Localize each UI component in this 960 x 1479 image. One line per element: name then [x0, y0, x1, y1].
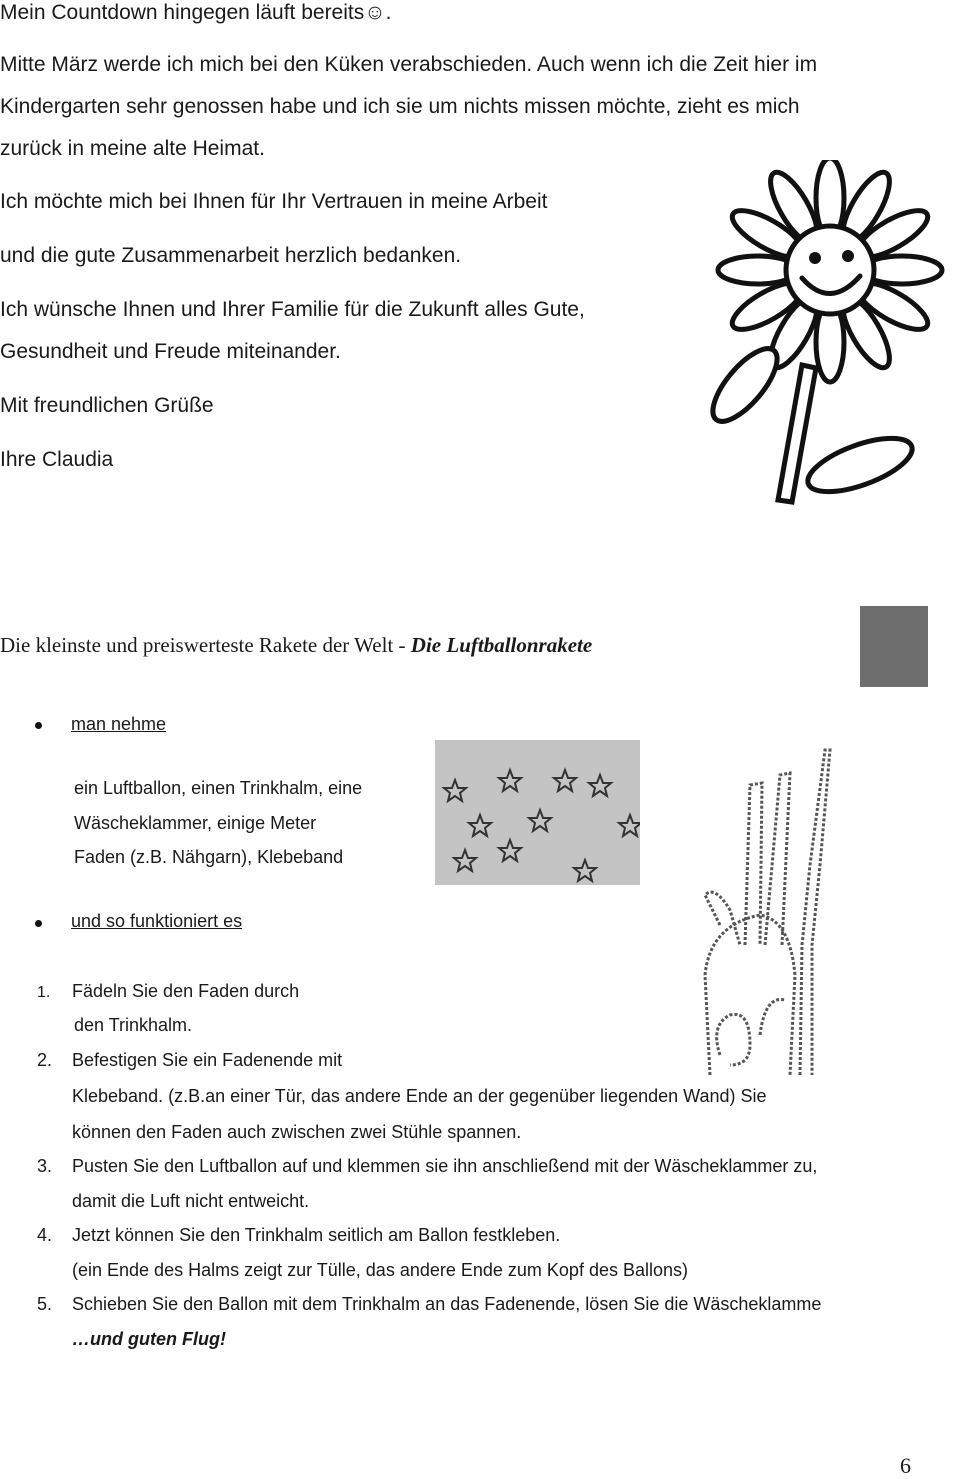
step-number: 5.	[37, 1294, 53, 1314]
bullet-man-nehme: man nehme	[71, 714, 167, 734]
final-line: …und guten Flug!	[72, 1329, 226, 1349]
step-text: Befestigen Sie ein Fadenende mit	[72, 1050, 343, 1070]
gray-box	[860, 606, 928, 687]
letter-para1-line2: Kindergarten sehr genossen habe und ich sie um nichts missen möchte, zieht es mich	[0, 95, 800, 118]
letter-signature: Ihre Claudia	[0, 448, 114, 471]
letter-wish-line2: Gesundheit und Freude miteinander.	[0, 340, 341, 363]
hands-drawing	[690, 745, 840, 1080]
step-text: (ein Ende des Halms zeigt zur Tülle, das andere Ende zum Kopf des Ballons)	[72, 1260, 688, 1280]
bullet-dot	[35, 920, 42, 927]
step-text: Jetzt können Sie den Trinkhalm seitlich am Ballon festkleben.	[72, 1225, 561, 1245]
step-text: Fädeln Sie den Faden durch	[72, 981, 300, 1001]
step-number: 2.	[37, 1050, 53, 1070]
step-number: 1.	[37, 984, 51, 1001]
step-text: Schieben Sie den Ballon mit dem Trinkhalm an das Fadenende, lösen Sie die Wäscheklamme	[72, 1294, 822, 1314]
letter-thanks-line2: und die gute Zusammenarbeit herzlich bedanken.	[0, 244, 462, 267]
letter-closing: Mit freundlichen Grüße	[0, 394, 214, 417]
rocket-heading-emph: Die Luftballonrakete	[410, 633, 593, 657]
materials-line1: ein Luftballon, einen Trinkhalm, eine	[74, 778, 363, 798]
page-number: 6	[900, 1453, 911, 1478]
letter-wish-line1: Ich wünsche Ihnen und Ihrer Familie für die Zukunft alles Gute,	[0, 298, 585, 321]
rocket-heading	[0, 633, 592, 658]
letter-para1-line3: zurück in meine alte Heimat.	[0, 137, 265, 160]
letter-thanks-line1: Ich möchte mich bei Ihnen für Ihr Vertrauen in meine Arbeit	[0, 190, 548, 213]
letter-para1-line1: Mitte März werde ich mich bei den Küken verabschieden. Auch wenn ich die Zeit hier im	[0, 53, 818, 76]
materials-line2: Wäscheklammer, einige Meter	[74, 813, 317, 833]
smiling-flower-icon	[690, 160, 960, 510]
step-number: 3.	[37, 1156, 53, 1176]
step-text: können den Faden auch zwischen zwei Stühle spannen.	[72, 1122, 522, 1142]
letter-line-1: Mein Countdown hingegen läuft bereits☺.	[0, 1, 392, 24]
bullet-so-funktioniert: und so funktioniert es	[71, 911, 243, 931]
step-text: Pusten Sie den Luftballon auf und klemmen sie ihn anschließend mit der Wäscheklammer zu,	[72, 1156, 818, 1176]
step-number: 4.	[37, 1225, 53, 1245]
stars-image	[435, 740, 640, 885]
bullet-dot	[35, 722, 42, 729]
materials-line3: Faden (z.B. Nähgarn), Klebeband	[74, 847, 344, 867]
step-text: den Trinkhalm.	[74, 1015, 193, 1035]
step-text: Klebeband. (z.B.an einer Tür, das andere Ende an der gegenüber liegenden Wand) Sie	[72, 1086, 767, 1106]
rocket-heading-plain: Die kleinste und preiswerteste Rakete der Welt -	[0, 633, 411, 657]
step-text: damit die Luft nicht entweicht.	[72, 1191, 310, 1211]
